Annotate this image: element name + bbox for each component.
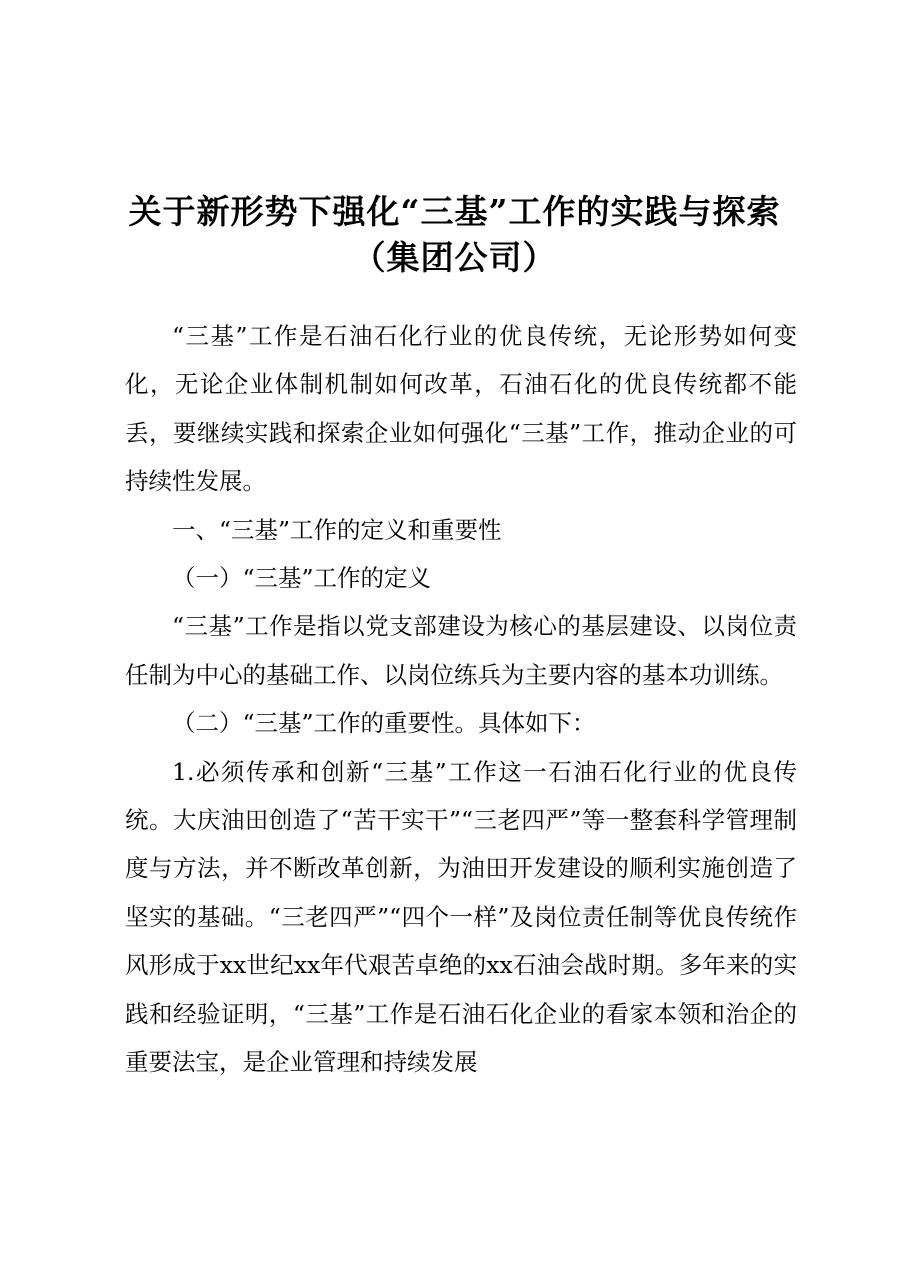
document-body — [125, 312, 797, 1087]
importance-paragraph-1: 1.必须传承和创新“三基”工作这一石油石化行业的优良传统。大庆油田创造了“苦干实干”“三老四严”等一整套科学管理制度与方法，并不断改革创新，为油田开发建设的顺利实施创造了坚实的基础。“三老四严”“四个一样”及岗位责任制等优良传统作风形成于xx世纪xx年代艰苦卓绝的xx石油会战时期。多年来的实践和经验证明，“三基”工作是石油石化企业的看家本领和治企的重要法宝，是企业管理和持续发展 — [125, 757, 797, 1077]
section-heading-1: 一、“三基”工作的定义和重要性 — [172, 515, 502, 544]
definition-paragraph: “三基”工作是指以党支部建设为核心的基层建设、以岗位责任制为中心的基础工作、以岗位练兵为主要内容的基本功训练。 — [125, 612, 797, 689]
subsection-heading-2: （二）“三基”工作的重要性。具体如下： — [172, 709, 596, 738]
intro-paragraph: “三基”工作是石油石化行业的优良传统，无论形势如何变化，无论企业体制机制如何改革，石油石化的优良传统都不能丢，要继续实践和探索企业如何强化“三基”工作，推动企业的可持续性发展。 — [125, 322, 797, 496]
subsection-heading-1: （一）“三基”工作的定义 — [172, 564, 432, 593]
document-title: 关于新形势下强化“三基”工作的实践与探索 — [128, 192, 781, 231]
document-subtitle: （集团公司） — [352, 238, 557, 277]
